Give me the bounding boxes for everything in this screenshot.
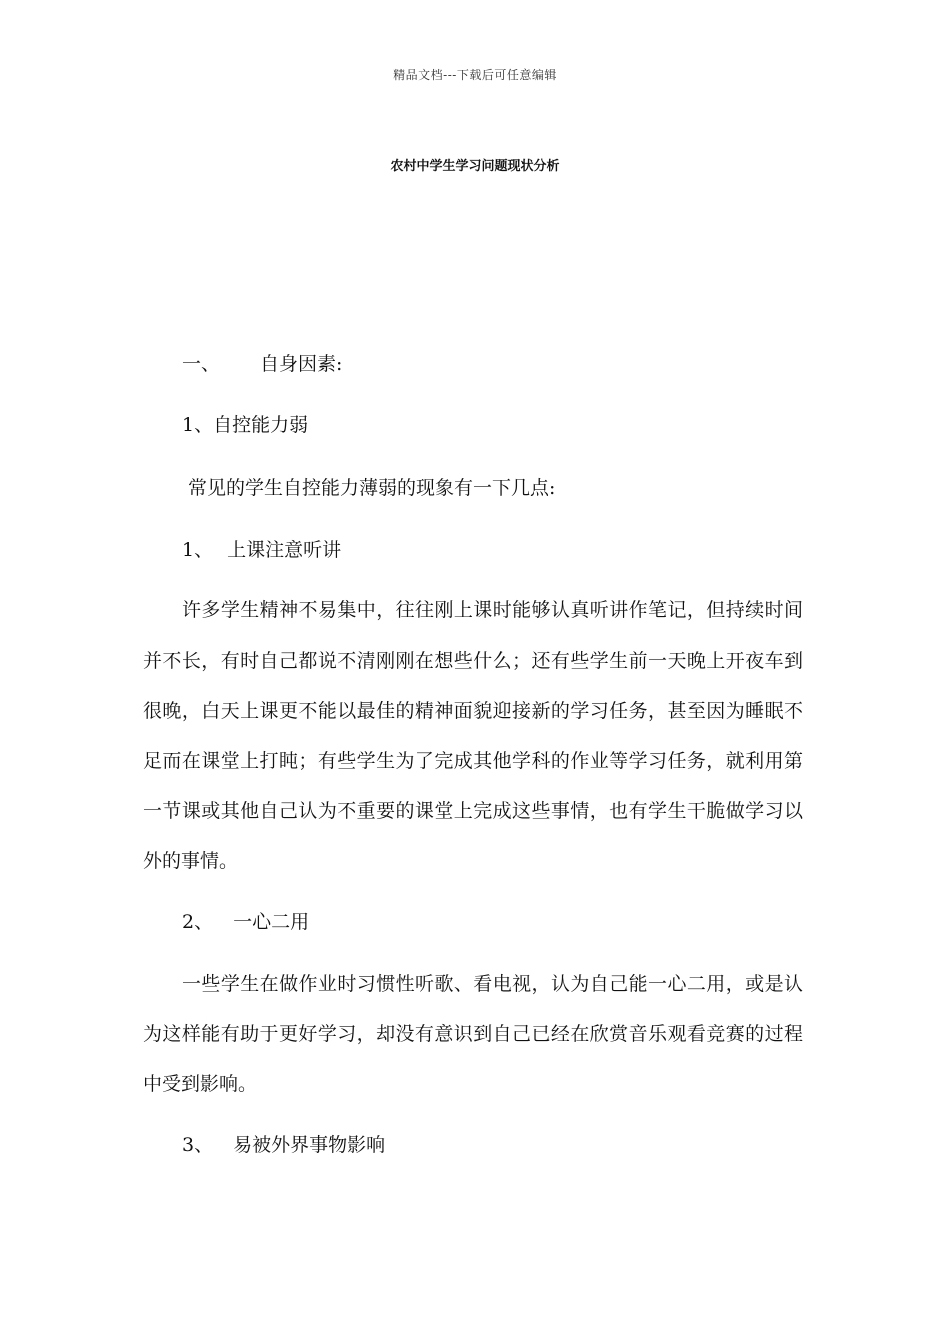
subheading-number: 1、 [182,539,214,561]
paragraph-line: 很晚，白天上课更不能以最佳的精神面貌迎接新的学习任务，甚至因为睡眠不 [143,700,803,722]
paragraph-line: 外的事情。 [143,850,239,872]
paragraph-line: 中受到影响。 [143,1073,258,1095]
item-heading: 1、自控能力弱 [182,414,309,436]
paragraph-line: 为这样能有助于更好学习，却没有意识到自己已经在欣赏音乐观看竞赛的过程 [143,1023,803,1045]
subheading-title: 易被外界事物影响 [233,1134,386,1156]
subheading [182,908,309,936]
paragraph-line: 并不长，有时自己都说不清刚刚在想些什么；还有些学生前一天晚上开夜车到 [143,650,803,672]
subheading-title: 一心二用 [233,911,310,933]
document-title: 农村中学生学习问题现状分析 [390,159,560,174]
paragraph-line: 足而在课堂上打盹；有些学生为了完成其他学科的作业等学习任务，就利用第 [143,750,803,772]
section-title: 自身因素: [260,353,343,375]
subheading-title: 上课注意听讲 [227,539,342,561]
subheading-number: 3、 [182,1134,214,1156]
intro-text: 常见的学生自控能力薄弱的现象有一下几点: [188,477,556,499]
subheading-number: 2、 [182,911,214,933]
subheading [182,1131,385,1159]
section-number: 一、 [182,353,221,375]
paragraph-line: 一节课或其他自己认为不重要的课堂上完成这些事情，也有学生干脆做学习以 [143,800,803,822]
paragraph-line: 一些学生在做作业时习惯性听歌、看电视，认为自己能一心二用，或是认 [182,973,803,995]
subheading [182,536,341,564]
page-header: 精品文档---下载后可任意编辑 [393,68,557,82]
paragraph-line: 许多学生精神不易集中，往往刚上课时能够认真听讲作笔记，但持续时间 [182,599,803,621]
section-heading [182,350,342,378]
